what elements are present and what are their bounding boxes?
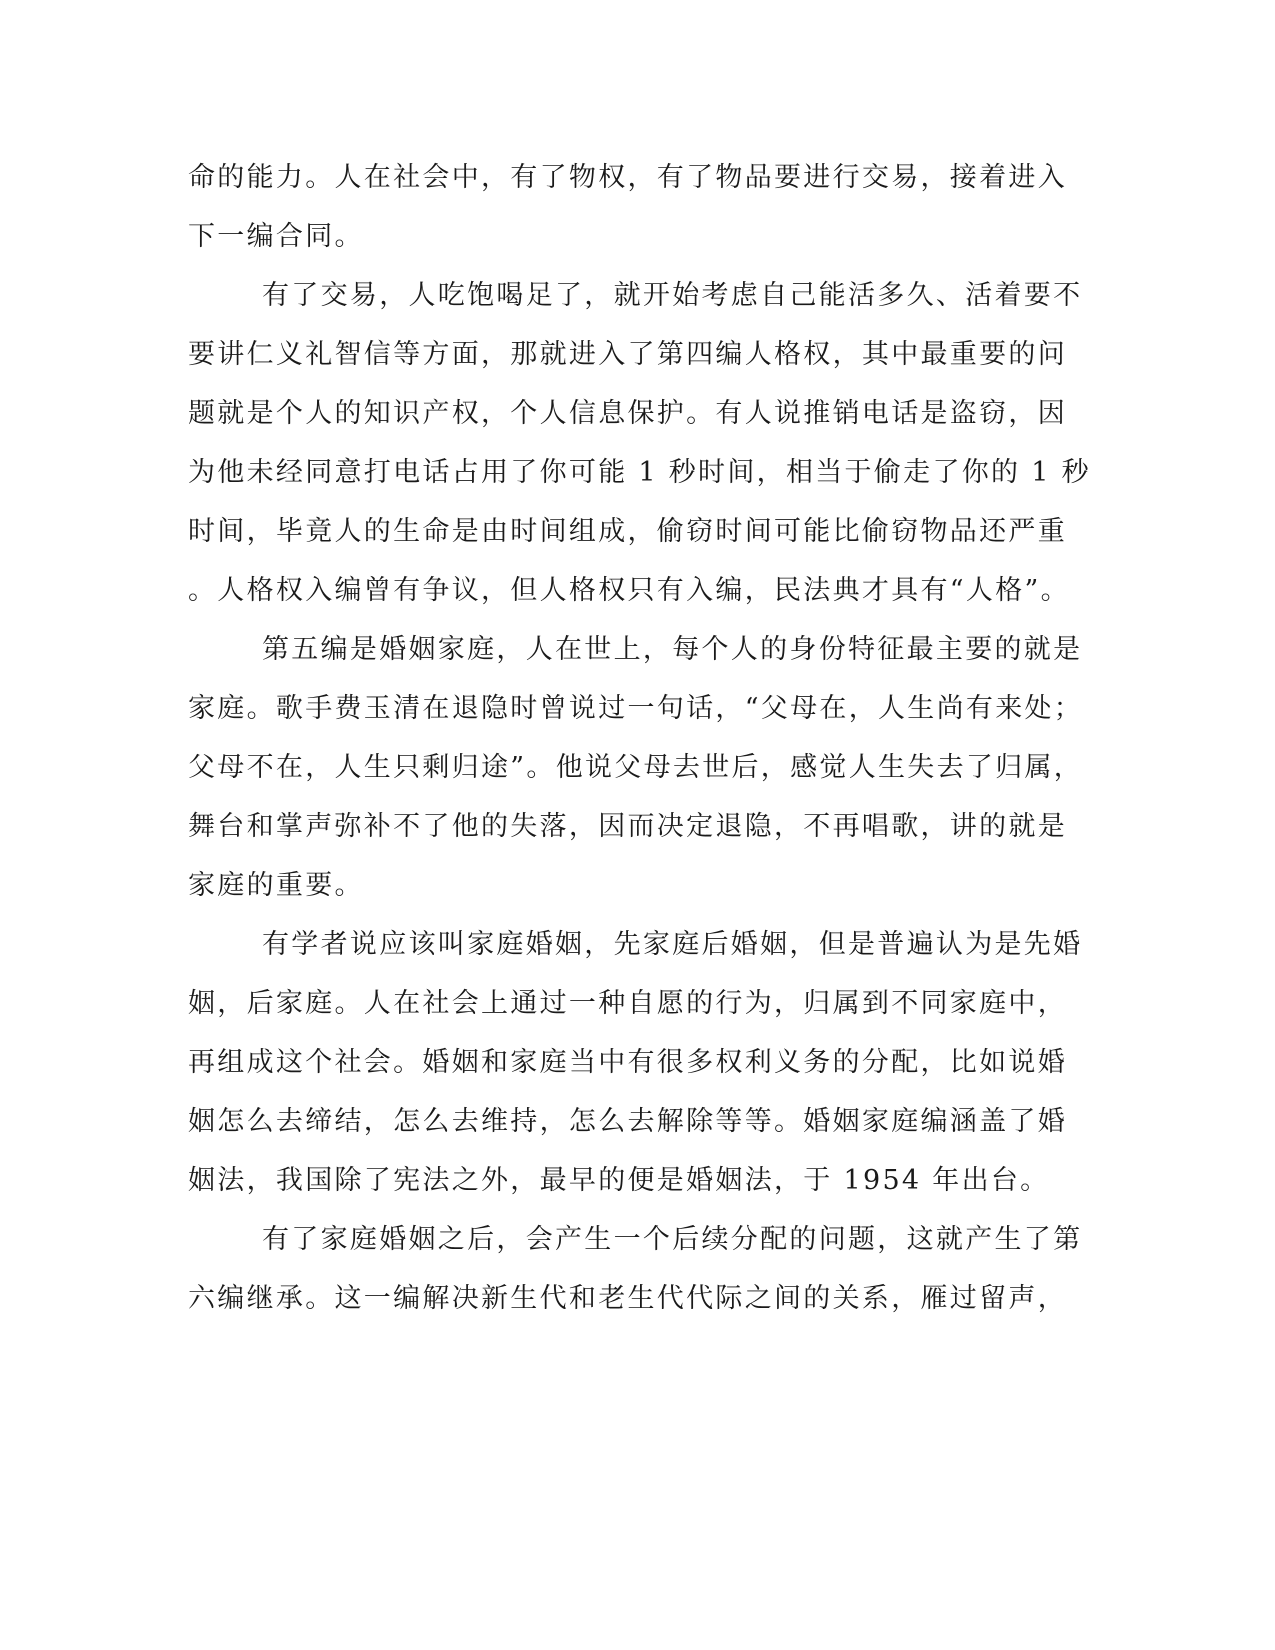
text-line: 有了家庭婚姻之后，会产生一个后续分配的问题，这就产生了第 [262,1224,1083,1255]
text-line: 姻法，我国除了宪法之外，最早的便是婚姻法，于 1954 年出台。 [188,1165,1050,1196]
text-line: 舞台和掌声弥补不了他的失落，因而决定退隐，不再唱歌，讲的就是 [188,811,1067,842]
text-line: 父母不在，人生只剩归途”。他说父母去世后，感觉人生失去了归属， [188,752,1084,783]
text-line: 要讲仁义礼智信等方面，那就进入了第四编人格权，其中最重要的问 [188,339,1067,370]
text-line: 题就是个人的知识产权，个人信息保护。有人说推销电话是盗窃，因 [188,398,1067,429]
text-line: 命的能力。人在社会中，有了物权，有了物品要进行交易，接着进入 [188,162,1067,193]
text-line: 下一编合同。 [188,221,364,252]
text-line: 再组成这个社会。婚姻和家庭当中有很多权利义务的分配，比如说婚 [188,1047,1067,1078]
text-line: 有学者说应该叫家庭婚姻，先家庭后婚姻，但是普遍认为是先婚 [262,929,1083,960]
text-line: 家庭。歌手费玉清在退隐时曾说过一句话，“父母在，人生尚有来处； [188,693,1084,724]
text-line: 六编继承。这一编解决新生代和老生代代际之间的关系，雁过留声， [188,1283,1067,1314]
text-line: 家庭的重要。 [188,870,364,901]
text-line: 第五编是婚姻家庭，人在世上，每个人的身份特征最主要的就是 [262,634,1083,665]
text-line: 有了交易，人吃饱喝足了，就开始考虑自己能活多久、活着要不 [262,280,1083,311]
text-line: 。人格权入编曾有争议，但人格权只有入编，民法典才具有“人格”。 [188,575,1070,606]
text-line: 姻，后家庭。人在社会上通过一种自愿的行为，归属到不同家庭中， [188,988,1067,1019]
text-line: 时间，毕竟人的生命是由时间组成，偷窃时间可能比偷窃物品还严重 [188,516,1067,547]
text-line: 姻怎么去缔结，怎么去维持，怎么去解除等等。婚姻家庭编涵盖了婚 [188,1106,1067,1137]
text-line: 为他未经同意打电话占用了你可能 1 秒时间，相当于偷走了你的 1 秒 [188,457,1091,488]
